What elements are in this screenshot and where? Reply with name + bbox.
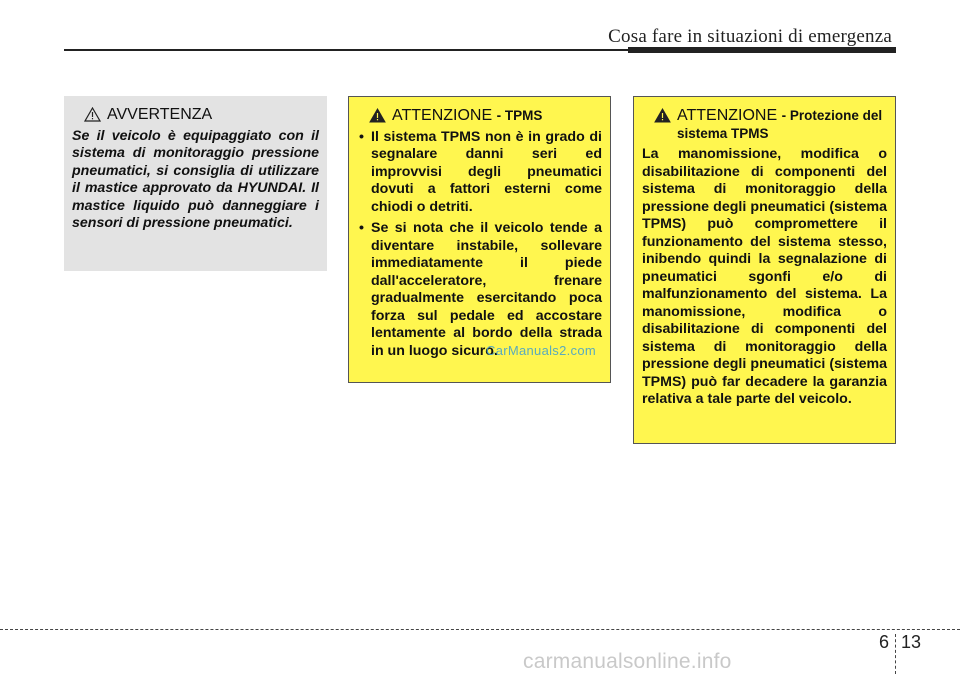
caution-box-tpms xyxy=(348,96,611,383)
warning-box-avvertenza xyxy=(64,96,327,271)
header-rule-accent xyxy=(628,47,896,53)
tpms-title: ATTENZIONE xyxy=(392,107,493,124)
warning-triangle-filled-icon xyxy=(369,108,386,123)
protezione-subtitle: - Protezione del sistema TPMS xyxy=(677,108,883,141)
avvertenza-text: Se il veicolo è equipaggiato con il sistema di monitoraggio pressione pneumatici, si consiglia di utilizzare il mastice approvato da HYUNDAI. Il mastice liquido può danneggiare i sensori di pressione pneumatici. xyxy=(72,127,319,231)
protezione-title: ATTENZIONE xyxy=(677,107,778,124)
avvertenza-title: AVVERTENZA xyxy=(107,106,213,123)
list-item: • Il sistema TPMS non è in grado di segnalare danni seri ed improvvisi degli pneumatici dovuti a fattori esterni come chiodi o detriti. xyxy=(357,129,602,217)
caution-box-protezione xyxy=(633,96,896,444)
tpms-bullet-list xyxy=(357,129,602,361)
list-item: • Se si nota che il veicolo tende a diventare instabile, sollevare immediatamente il piede dall'acceleratore, frenare gradualmente esercitando poca forza sul pedale ed accostare lentamente al bordo della strada in un luogo sicuro. xyxy=(357,220,602,360)
chapter-number: 6 xyxy=(879,632,890,652)
tpms-subtitle: - TPMS xyxy=(496,108,543,123)
warning-triangle-filled-icon xyxy=(654,108,671,123)
watermark-carmanuals2: CarManuals2.com xyxy=(486,343,596,358)
footer-rule xyxy=(0,629,960,630)
warning-box-title xyxy=(72,106,319,124)
caution-box-title xyxy=(642,107,887,142)
page-number: 13 xyxy=(901,632,922,652)
page-number-separator xyxy=(895,634,896,674)
caution-box-title xyxy=(357,107,602,125)
page-header-title: Cosa fare in situazioni di emergenza xyxy=(608,26,892,47)
protezione-text: La manomissione, modifica o disabilitazione di componenti del sistema di monitoraggio della pressione degli pneumatici (sistema TPMS) può compromettere il funzionamento del sistema stesso, inibendo quindi la segnalazione di pneumatici sgonfi e/o di malfunzionamento del sistema. La manomissione, modifica o disabilitazione di componenti del sistema di monitoraggio della pressione degli pneumatici (sistema TPMS) può far decadere la garanzia relativa a tale parte del veicolo. xyxy=(642,146,887,407)
watermark-carmanualsonline: carmanualsonline.info xyxy=(523,650,732,673)
warning-triangle-outline-icon xyxy=(84,107,101,122)
